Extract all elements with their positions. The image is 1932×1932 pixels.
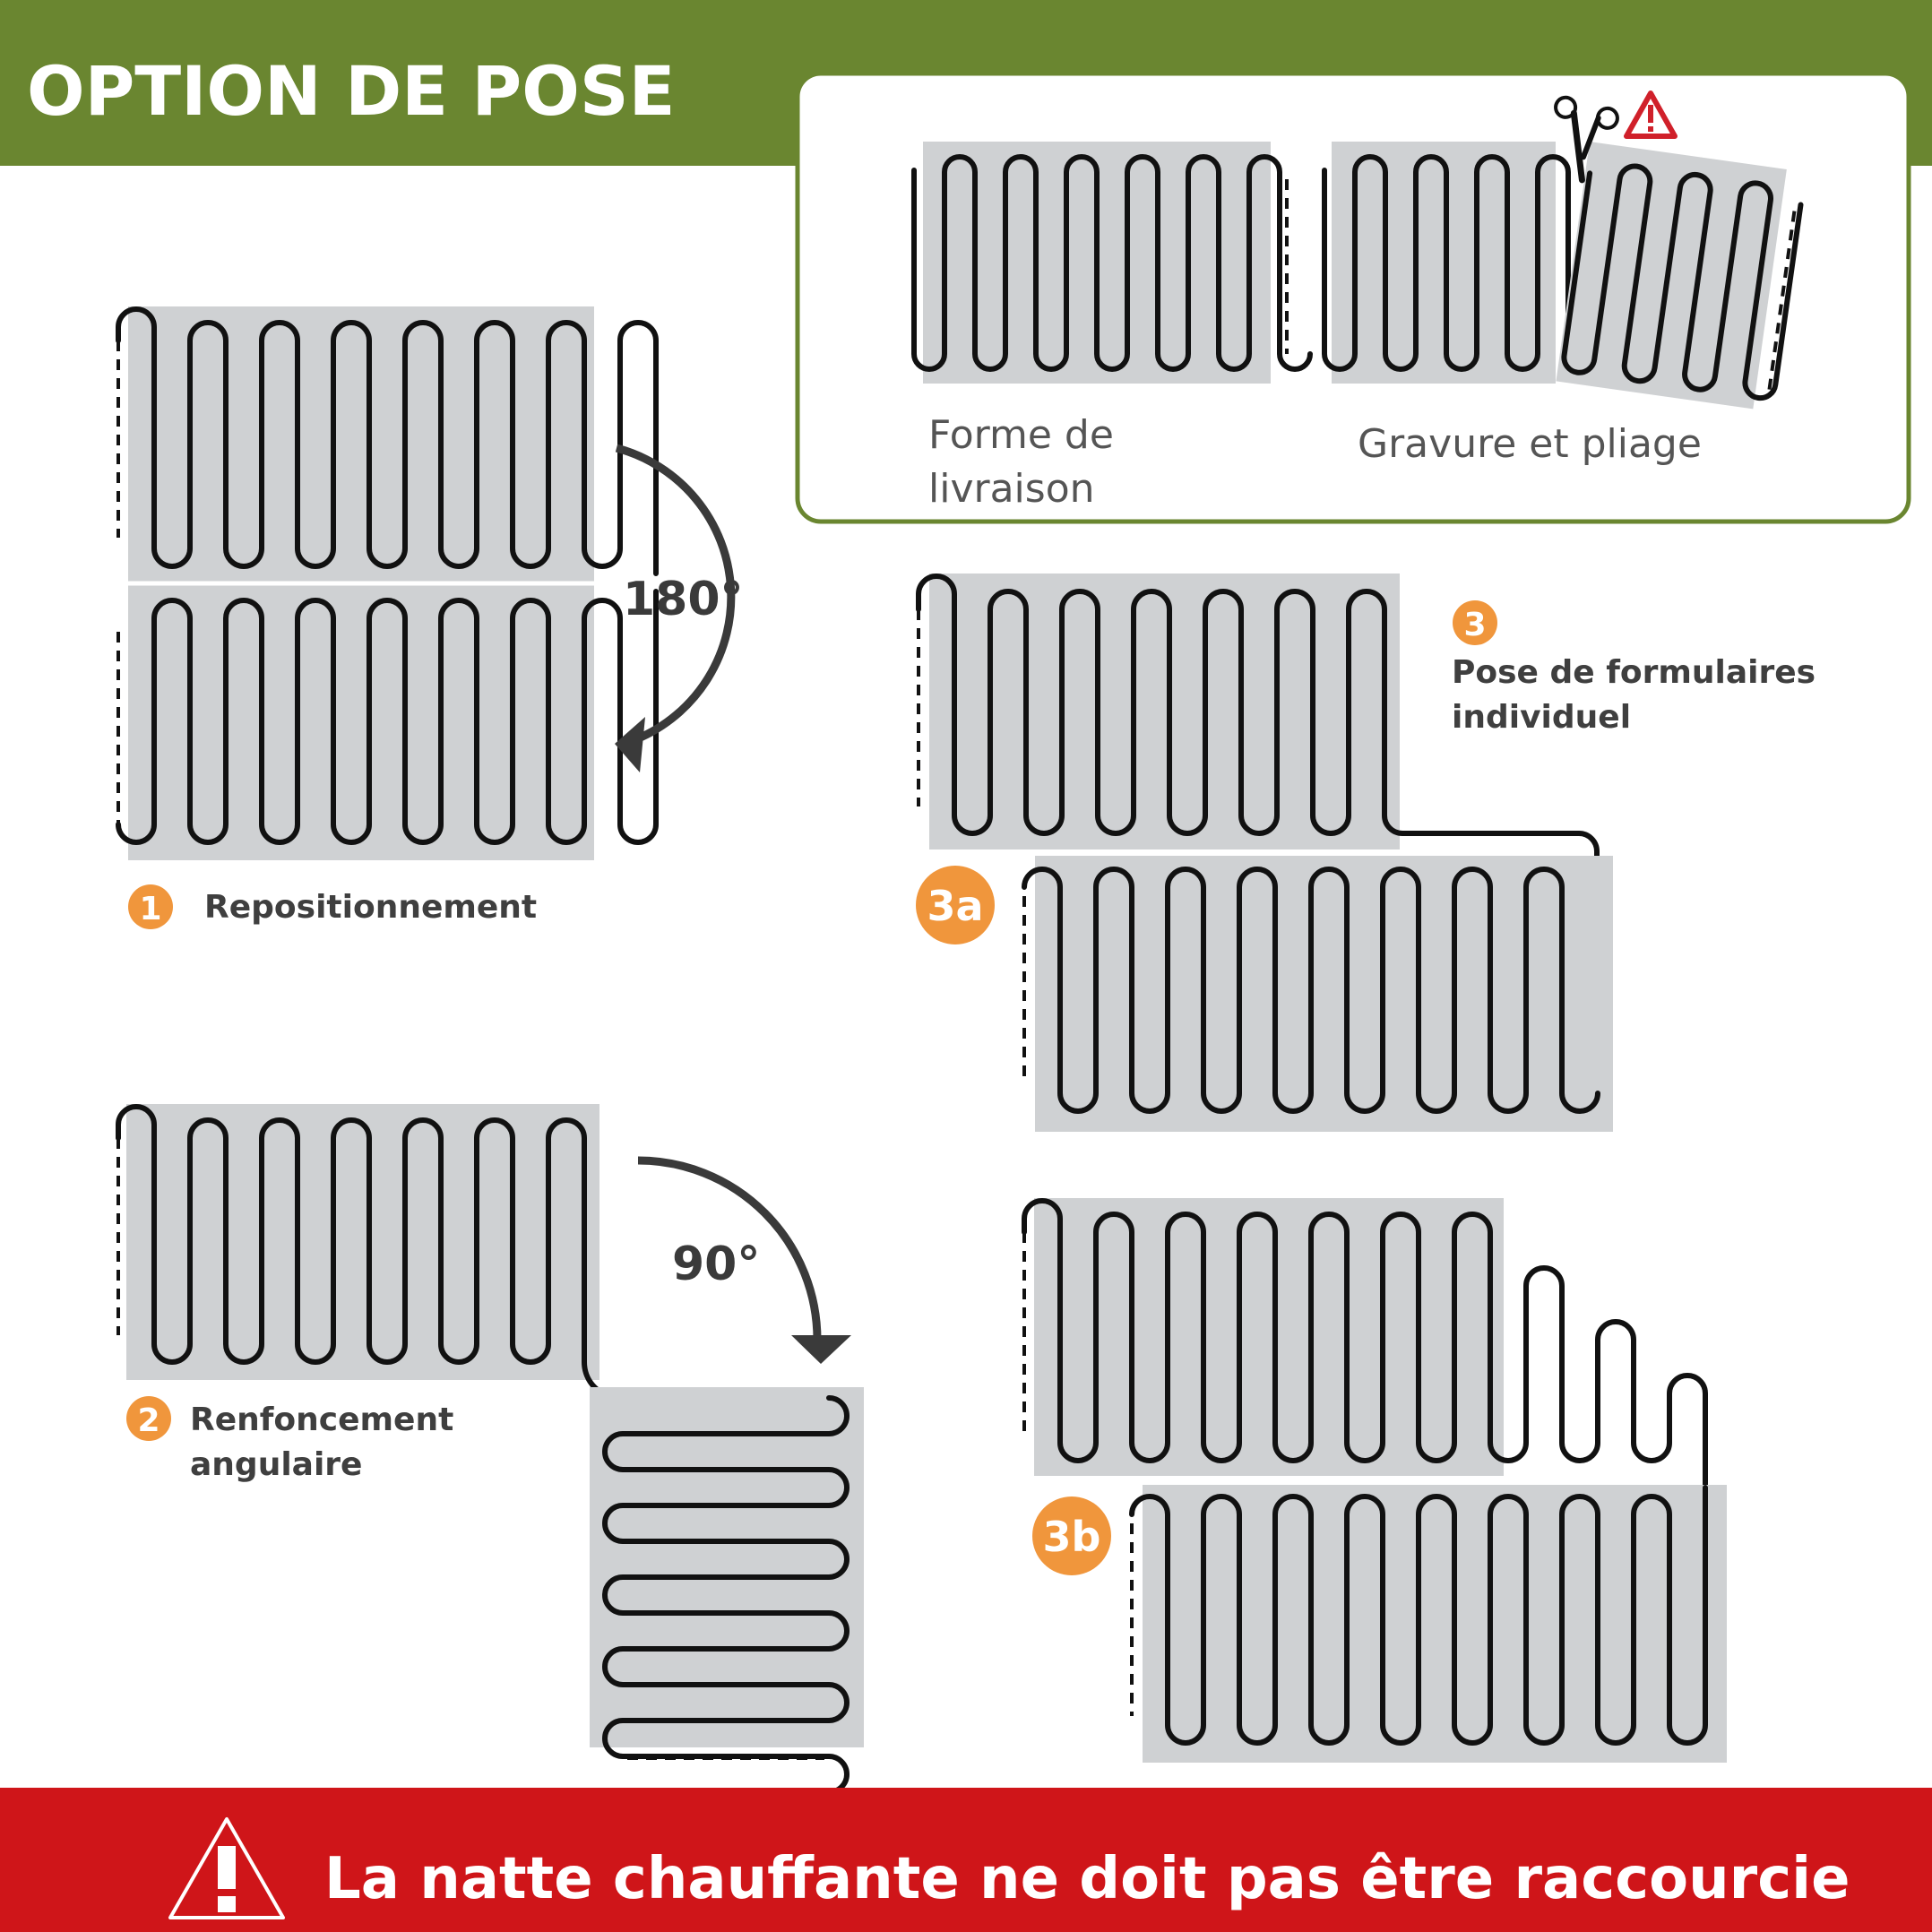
opt1-badge-number: 1 (139, 891, 162, 927)
opt2-badge-number: 2 (137, 1402, 160, 1439)
delivery-caption-line1: Forme de (928, 412, 1114, 458)
opt3a-mat-top (929, 574, 1400, 850)
angle-90-label: 90° (672, 1238, 761, 1291)
opt3b-mat-top (1034, 1198, 1504, 1476)
cut-caption: Gravure et pliage (1358, 421, 1702, 467)
rotate-90-arrowhead (791, 1335, 851, 1364)
opt3-label-line1: Pose de formulaires (1452, 654, 1816, 691)
opt3-label-line2: individuel (1452, 699, 1632, 736)
opt2-label-line1: Renfoncement (190, 1402, 454, 1438)
warning-banner-text: La natte chauffante ne doit pas être raccourcie (324, 1846, 1850, 1912)
opt2-label-line2: angulaire (190, 1446, 363, 1483)
opt1-label: Repositionnement (204, 889, 538, 926)
opt3-badge-number: 3 (1463, 607, 1487, 643)
page-title: OPTION DE POSE (27, 51, 676, 131)
opt3b-mat-bottom (1143, 1485, 1727, 1763)
opt3b-badge-text: 3b (1042, 1513, 1101, 1561)
delivery-caption-line2: livraison (928, 466, 1095, 512)
opt2-mat-top (126, 1104, 599, 1380)
opt3a-badge-text: 3a (927, 882, 984, 930)
angle-180-label: 180° (623, 573, 744, 626)
opt2-mat-rotated (590, 1387, 864, 1747)
